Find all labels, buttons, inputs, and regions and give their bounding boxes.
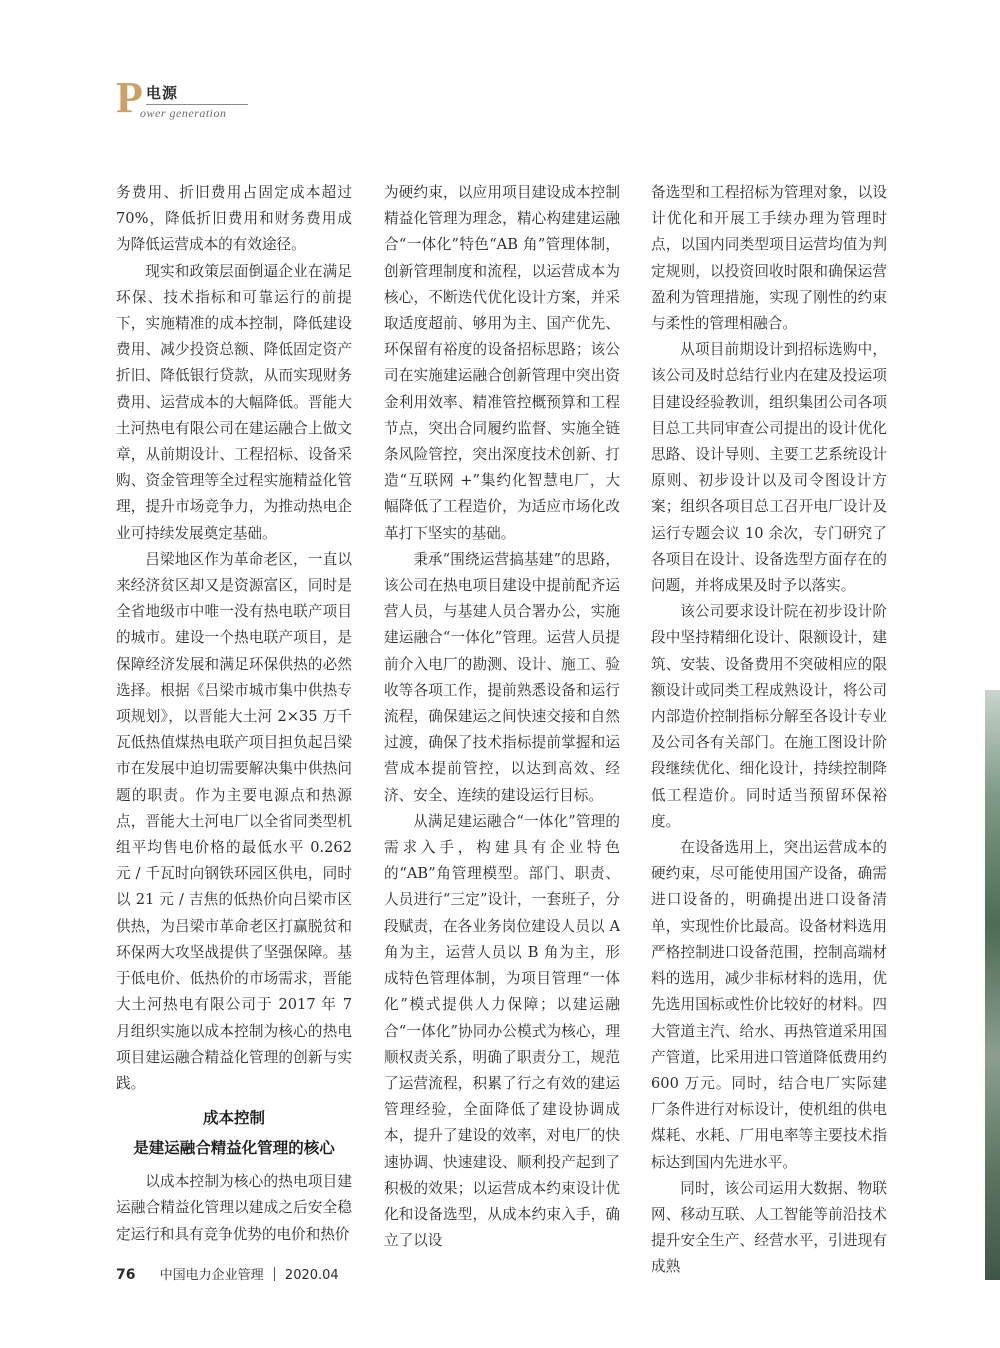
page-footer bbox=[116, 1264, 339, 1283]
paragraph: 从满足建运融合“一体化”管理的需求入手，构建具有企业特色的“AB”角管理模型。部门、职责、人员进行“三定”设计，一套班子，分段赋责，在各业务岗位建设人员以 A 角为主，运营人员以 B 角为主，形成特色管理体制，为项目管理“一体化”模式提供人力保障；以建运融合“一体化”协同办公模式为核心，理顺权责关系，明确了职责分工，规范了运营流程，积累了行之有效的建运管理经验，全面降低了建设协调成本，提升了建设的效率，对电厂的快速协调、快速建设、顺利投产起到了积极的效果；以运营成本约束设计优化和设备选型，从成本约束入手，确立了以设 bbox=[384, 812, 620, 1250]
section-heading-line-2: 是建运融合精益化管理的核心 bbox=[133, 1139, 335, 1158]
footer-divider bbox=[274, 1267, 275, 1281]
section-title-en: ower generation bbox=[140, 106, 227, 120]
issue-number: 2020.04 bbox=[284, 1268, 339, 1283]
paragraph: 同时，该公司运用大数据、物联网、移动互联、人工智能等前沿技术提升安全生产、经营水平，引进现有成熟 bbox=[651, 1179, 887, 1276]
logo-letter: P bbox=[116, 73, 143, 122]
text-column-1 bbox=[116, 180, 352, 1248]
paragraph: 吕梁地区作为革命老区，一直以来经济贫区却又是资源富区，同时是全省地级市中唯一没有热电联产项目的城市。建设一个热电联产项目，是保障经济发展和满足环保供热的必然选择。根据《吕梁市城市集中供热专项规划》，以晋能大土河 2×35 万千瓦低热值煤热电联产项目担负起吕梁市在发展中迫切需要解决集中供热问题的职责。作为主要电源点和热源点，晋能大土河电厂以全省同类型机组平均售电价格的最低水平 0.262 元 / 千瓦时向钢铁环园区供电，同时以 21 元 / 吉焦的低热价向吕梁市区供热，为吕梁市革命老区打赢脱贫和环保两大攻坚战提供了坚强保障。基于低电价、低热价的市场需求，晋能大土河热电有限公司于 2017 年 7 月组织实施以成本控制为核心的热电项目建运融合精益化管理的创新与实践。 bbox=[116, 550, 352, 1092]
section-logo bbox=[116, 73, 246, 124]
section-title-cn: 电源 bbox=[146, 84, 179, 102]
paragraph: 现实和政策层面倒逼企业在满足环保、技术指标和可靠运行的前提下，实施精准的成本控制，降低建设费用、减少投资总额、降低固定资产折旧、降低银行贷款，从而实现财务费用、运营成本的大幅降低。晋能大土河热电有限公司在建运融合上做文章，从前期设计、工程招标、设备采购、资金管理等全过程实施精益化管理，提升市场竞争力，为推动热电企业可持续发展奠定基础。 bbox=[116, 262, 352, 542]
section-heading-line-1: 成本控制 bbox=[202, 1109, 265, 1128]
paragraph: 从项目前期设计到招标选购中，该公司及时总结行业内在建及投运项目建设经验教训，组织集团公司各项目总工共同审查公司提出的设计优化思路、设计导则、主要工艺系统设计原则、初步设计以及司令图设计方案；组织各项目总工召开电厂设计及运行专题会议 10 余次，专门研究了各项目在设计、设备选型方面存在的问题，并将成果及时予以落实。 bbox=[651, 341, 887, 595]
paragraph: 备选型和工程招标为管理对象，以设计优化和开展工手续办理为管理时点，以国内同类型项目运营均值为判定规则，以投资回收时限和确保运营盈利为管理措施，实现了刚性的约束与柔性的管理相融合。 bbox=[651, 184, 887, 333]
paragraph: 务费用、折旧费用占固定成本超过70%，降低折旧费用和财务费用成为降低运营成本的有效途径。 bbox=[116, 184, 352, 254]
edge-photo-strip bbox=[985, 690, 1000, 1280]
publication-name: 中国电力企业管理 bbox=[159, 1268, 264, 1283]
paragraph: 在设备选用上，突出运营成本的硬约束，尽可能使用国产设备，确需进口设备的，明确提出进口设备清单，实现性价比最高。设备材料选用严格控制进口设备范围，控制高端材料的选用，减少非标材料的选用，优先选用国标或性价比较好的材料。四大管道主汽、给水、再热管道采用国产管道，比采用进口管道降低费用约 600 万元。同时，结合电厂实际建厂条件进行对标设计，使机组的供电煤耗、水耗、厂用电率等主要技术指标达到国内先进水平。 bbox=[651, 839, 887, 1171]
logo-divider bbox=[146, 104, 248, 105]
text-column-2 bbox=[384, 180, 620, 1254]
paragraph: 以成本控制为核心的热电项目建运融合精益化管理以建成之后安全稳定运行和具有竞争优势的电价和热价 bbox=[116, 1173, 352, 1243]
paragraph: 为硬约束，以应用项目建设成本控制精益化管理为理念，精心构建建运融合“一体化”特色“AB 角”管理体制，创新管理制度和流程，以运营成本为核心，不断迭代优化设计方案，并采取适度超前、够用为主、国产优先、环保留有裕度的设备招标思路；该公司在实施建运融合创新管理中突出资金利用效率、精准管控概预算和工程节点，突出合同履约监督、实施全链条风险管控，突出深度技术创新、打造“互联网 +”集约化智慧电厂，大幅降低了工程造价，为适应市场化改革打下坚实的基础。 bbox=[384, 184, 620, 542]
paragraph: 该公司要求设计院在初步设计阶段中坚持精细化设计、限额设计，建筑、安装、设备费用不突破相应的限额设计或同类工程成熟设计，将公司内部造价控制指标分解至各设计专业及公司各有关部门。在施工图设计阶段继续优化、细化设计，持续控制降低工程造价。同时适当预留环保裕度。 bbox=[651, 603, 887, 830]
section-heading bbox=[116, 1103, 352, 1163]
paragraph: 秉承“围绕运营搞基建”的思路，该公司在热电项目建设中提前配齐运营人员，与基建人员合署办公，实施建运融合“一体化”管理。运营人员提前介入电厂的勘测、设计、施工、验收等各项工作，提前熟悉设备和运行流程，确保建运之间快速交接和自然过渡，确保了技术指标提前掌握和运营成本提前管控，以达到高效、经济、安全、连续的建设运行目标。 bbox=[384, 550, 620, 804]
text-column-3 bbox=[651, 180, 887, 1281]
page-number: 76 bbox=[116, 1267, 136, 1283]
